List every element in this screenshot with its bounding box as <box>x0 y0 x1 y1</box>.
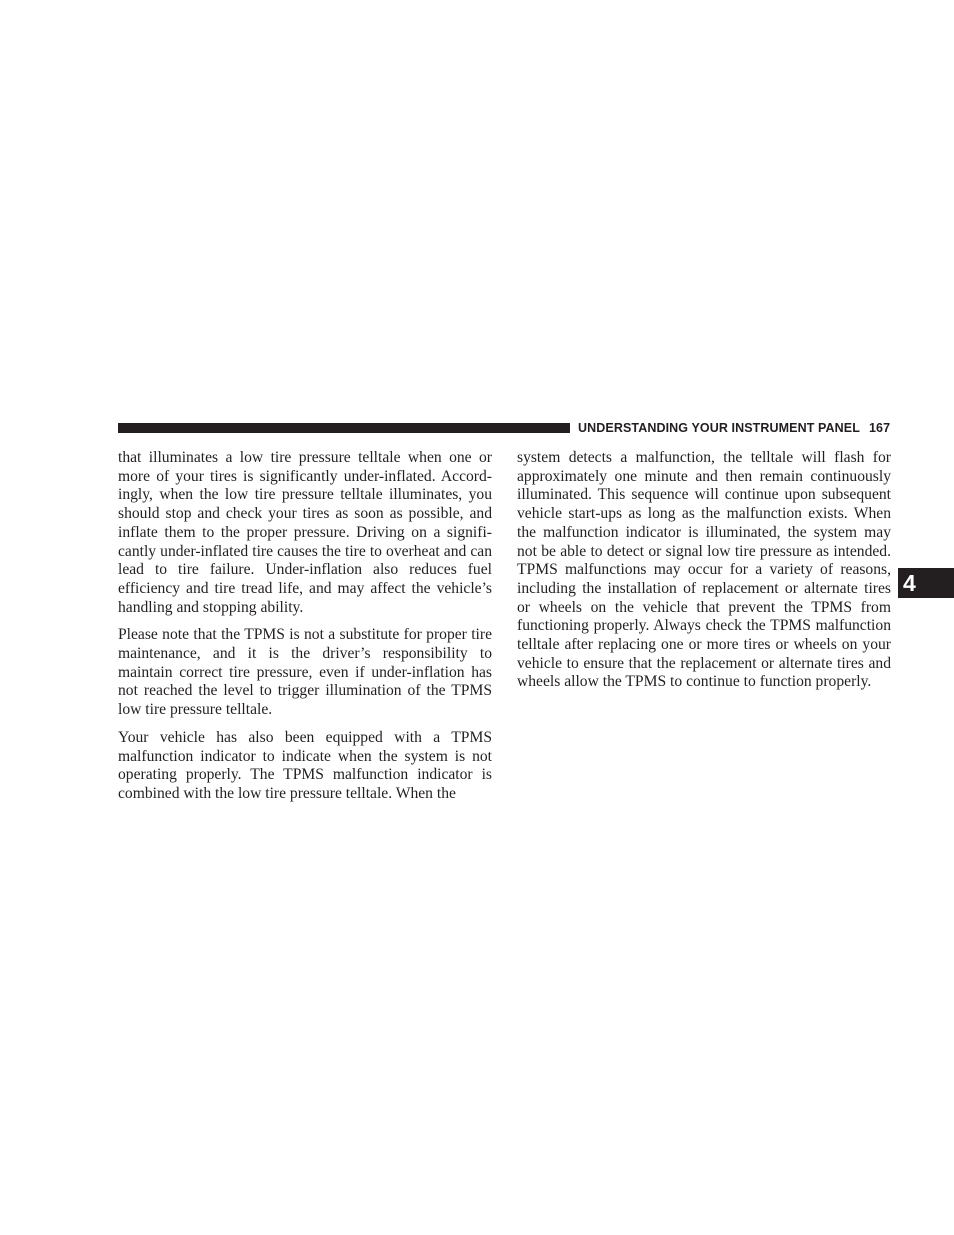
chapter-number: 4 <box>903 570 916 596</box>
paragraph-tpms-not-substitute: Please note that the TPMS is not a substitute for proper tire maintenance, and it is the driver’s responsibility to maintain correct tire pressure, even if under-inflation has not reached the level to trigger illumination of the TPMS low tire pressure telltale. <box>118 626 492 719</box>
left-column <box>118 449 492 813</box>
header-rule <box>118 423 570 433</box>
right-column <box>517 449 891 701</box>
paragraph-tire-underinflation: that illuminates a low tire pressure telltale when one or more of your tires is significantly under-inflated. Accordingly, when the low tire pressure telltale illuminates, you should stop and check your tires as soon as possible, and inflate them to the proper pressure. Driving on a significantly under-inflated tire causes the tire to overheat and can lead to tire failure. Under-inflation also reduces fuel efficiency and tire tread life, and may affect the vehicle’s handling and stopping ability. <box>118 449 492 616</box>
chapter-tab <box>898 568 954 598</box>
paragraph-malfunction-detection: system detects a malfunction, the telltale will flash for approximately one minute and then remain continuously illuminated. This sequence will continue upon subsequent vehicle start-ups as long as the malfunction exists. When the malfunction indicator is illuminated, the system may not be able to detect or signal low tire pressure as intended. TPMS malfunctions may occur for a variety of reasons, including the installation of replacement or alternate tires or wheels on the vehicle that prevent the TPMS from functioning properly. Always check the TPMS malfunction telltale after replacing one or more tires or wheels on your vehicle to ensure that the replacement or alternate tires and wheels allow the TPMS to continue to function properly. <box>517 449 891 691</box>
section-title: UNDERSTANDING YOUR INSTRUMENT PANEL <box>578 421 860 435</box>
paragraph-malfunction-indicator: Your vehicle has also been equipped with a TPMS malfunction indicator to indicate when the system is not operating properly. The TPMS malfunction indicator is combined with the low tire pressure telltale. When the <box>118 728 492 802</box>
page-number: 167 <box>868 421 891 435</box>
running-header <box>578 420 892 436</box>
